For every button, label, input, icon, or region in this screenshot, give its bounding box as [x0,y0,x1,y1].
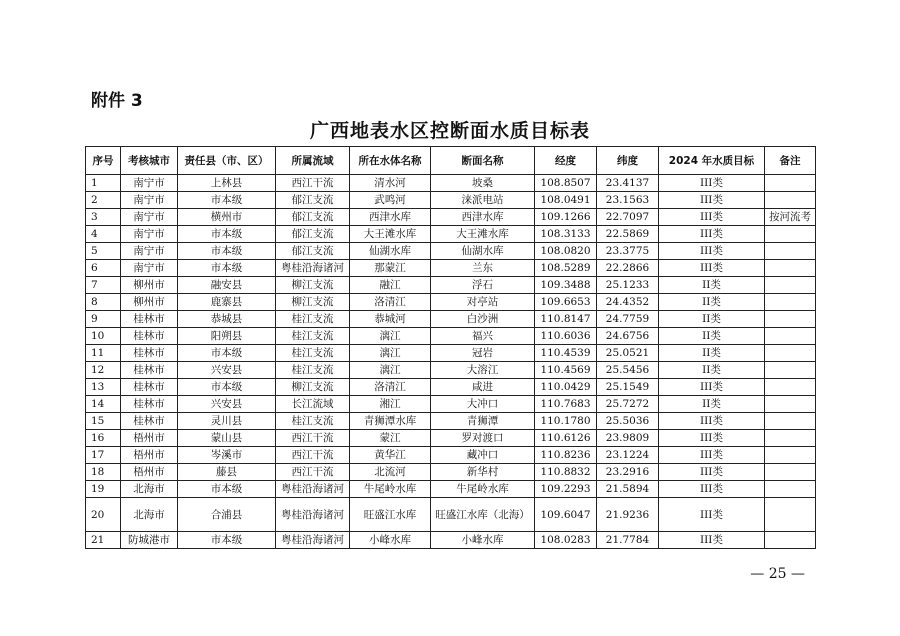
cell-seq: 3 [86,209,121,226]
cell-latitude: 23.3775 [597,243,659,260]
cell-basin: 桂江支流 [276,345,350,362]
table-row [86,481,816,498]
cell-water-body: 青狮潭水库 [350,413,431,430]
cell-seq: 21 [86,532,121,549]
table-row [86,175,816,192]
cell-longitude: 108.3133 [535,226,597,243]
cell-county: 市本级 [178,226,276,243]
cell-county: 兴安县 [178,362,276,379]
cell-section: 西津水库 [431,209,535,226]
cell-city: 桂林市 [121,345,178,362]
cell-water-body: 洛清江 [350,294,431,311]
cell-basin: 粤桂沿海诸河 [276,260,350,277]
cell-longitude: 109.6047 [535,498,597,532]
cell-city: 桂林市 [121,396,178,413]
table-row [86,396,816,413]
cell-target: III类 [659,413,765,430]
cell-basin: 西江干流 [276,430,350,447]
cell-city: 桂林市 [121,311,178,328]
cell-city: 桂林市 [121,328,178,345]
cell-county: 市本级 [178,192,276,209]
table-row [86,498,816,532]
cell-remark [765,464,816,481]
cell-water-body: 漓江 [350,328,431,345]
cell-section: 罗对渡口 [431,430,535,447]
cell-section: 大溶江 [431,362,535,379]
cell-latitude: 24.7759 [597,311,659,328]
cell-longitude: 109.2293 [535,481,597,498]
header-section: 断面名称 [431,147,535,175]
cell-latitude: 24.4352 [597,294,659,311]
cell-target: III类 [659,464,765,481]
cell-basin: 桂江支流 [276,413,350,430]
cell-target: III类 [659,430,765,447]
header-county: 责任县（市、区） [178,147,276,175]
cell-longitude: 110.6036 [535,328,597,345]
cell-longitude: 110.0429 [535,379,597,396]
cell-section: 大冲口 [431,396,535,413]
cell-city: 南宁市 [121,243,178,260]
cell-seq: 7 [86,277,121,294]
header-water-body: 所在水体名称 [350,147,431,175]
cell-latitude: 21.9236 [597,498,659,532]
page-number: — 25 — [750,566,805,582]
cell-section: 青狮潭 [431,413,535,430]
cell-basin: 桂江支流 [276,311,350,328]
table-row [86,243,816,260]
cell-remark [765,294,816,311]
cell-latitude: 25.1549 [597,379,659,396]
table-body [86,175,816,549]
cell-section: 兰东 [431,260,535,277]
cell-seq: 13 [86,379,121,396]
cell-water-body: 武鸣河 [350,192,431,209]
cell-latitude: 23.4137 [597,175,659,192]
cell-longitude: 108.0283 [535,532,597,549]
cell-section: 涞派电站 [431,192,535,209]
cell-seq: 2 [86,192,121,209]
cell-target: III类 [659,379,765,396]
cell-target: II类 [659,362,765,379]
table-row [86,362,816,379]
cell-seq: 15 [86,413,121,430]
cell-longitude: 109.6653 [535,294,597,311]
cell-target: II类 [659,277,765,294]
cell-latitude: 24.6756 [597,328,659,345]
cell-latitude: 23.1224 [597,447,659,464]
cell-remark [765,311,816,328]
table-row [86,413,816,430]
cell-water-body: 清水河 [350,175,431,192]
cell-city: 北海市 [121,498,178,532]
cell-remark: 按河流考 [765,209,816,226]
cell-city: 北海市 [121,481,178,498]
cell-water-body: 漓江 [350,362,431,379]
cell-latitude: 23.2916 [597,464,659,481]
cell-water-body: 黄华江 [350,447,431,464]
cell-county: 恭城县 [178,311,276,328]
cell-target: III类 [659,209,765,226]
cell-target: III类 [659,481,765,498]
cell-target: III类 [659,447,765,464]
cell-city: 柳州市 [121,277,178,294]
cell-section: 冠岩 [431,345,535,362]
cell-county: 市本级 [178,379,276,396]
header-target: 2024 年水质目标 [659,147,765,175]
cell-remark [765,413,816,430]
cell-seq: 4 [86,226,121,243]
table-row [86,192,816,209]
cell-seq: 20 [86,498,121,532]
cell-county: 市本级 [178,260,276,277]
cell-water-body: 小峰水库 [350,532,431,549]
cell-county: 上林县 [178,175,276,192]
cell-water-body: 西津水库 [350,209,431,226]
cell-seq: 10 [86,328,121,345]
cell-remark [765,362,816,379]
cell-water-body: 洛清江 [350,379,431,396]
cell-latitude: 22.2866 [597,260,659,277]
cell-city: 梧州市 [121,447,178,464]
water-quality-table [85,146,816,549]
table-row [86,447,816,464]
cell-city: 南宁市 [121,192,178,209]
cell-water-body: 湘江 [350,396,431,413]
table-row [86,260,816,277]
cell-target: III类 [659,260,765,277]
cell-longitude: 110.6126 [535,430,597,447]
table-header-row [86,147,816,175]
cell-section: 浮石 [431,277,535,294]
header-latitude: 纬度 [597,147,659,175]
cell-remark [765,481,816,498]
cell-county: 横州市 [178,209,276,226]
cell-basin: 柳江支流 [276,379,350,396]
cell-section: 白沙洲 [431,311,535,328]
cell-seq: 18 [86,464,121,481]
cell-longitude: 108.5289 [535,260,597,277]
table-row [86,532,816,549]
header-seq: 序号 [86,147,121,175]
cell-longitude: 108.8507 [535,175,597,192]
cell-county: 岑溪市 [178,447,276,464]
cell-water-body: 大王滩水库 [350,226,431,243]
cell-seq: 6 [86,260,121,277]
cell-remark [765,345,816,362]
cell-county: 藤县 [178,464,276,481]
cell-county: 兴安县 [178,396,276,413]
cell-seq: 19 [86,481,121,498]
cell-target: III类 [659,192,765,209]
cell-city: 梧州市 [121,464,178,481]
cell-county: 合浦县 [178,498,276,532]
cell-county: 融安县 [178,277,276,294]
cell-latitude: 21.5894 [597,481,659,498]
cell-remark [765,260,816,277]
cell-basin: 西江干流 [276,175,350,192]
cell-target: II类 [659,396,765,413]
cell-latitude: 25.5456 [597,362,659,379]
cell-target: II类 [659,294,765,311]
cell-basin: 郁江支流 [276,192,350,209]
cell-county: 蒙山县 [178,430,276,447]
cell-target: III类 [659,243,765,260]
cell-city: 柳州市 [121,294,178,311]
cell-section: 坡桑 [431,175,535,192]
cell-target: III类 [659,175,765,192]
cell-water-body: 漓江 [350,345,431,362]
cell-city: 南宁市 [121,226,178,243]
cell-longitude: 110.1780 [535,413,597,430]
cell-target: II类 [659,328,765,345]
cell-longitude: 110.8236 [535,447,597,464]
cell-longitude: 108.0491 [535,192,597,209]
cell-remark [765,175,816,192]
cell-latitude: 25.5036 [597,413,659,430]
cell-county: 市本级 [178,345,276,362]
header-city: 考核城市 [121,147,178,175]
header-remark: 备注 [765,147,816,175]
cell-water-body: 那蒙江 [350,260,431,277]
cell-basin: 西江干流 [276,447,350,464]
cell-target: II类 [659,345,765,362]
cell-longitude: 109.3488 [535,277,597,294]
cell-longitude: 110.8147 [535,311,597,328]
cell-section: 仙湖水库 [431,243,535,260]
table-row [86,226,816,243]
cell-remark [765,328,816,345]
cell-water-body: 牛尾岭水库 [350,481,431,498]
header-basin: 所属流域 [276,147,350,175]
table-row [86,464,816,481]
cell-section: 对亭站 [431,294,535,311]
cell-county: 灵川县 [178,413,276,430]
cell-city: 南宁市 [121,175,178,192]
cell-city: 南宁市 [121,209,178,226]
cell-water-body: 北流河 [350,464,431,481]
cell-target: II类 [659,311,765,328]
cell-longitude: 110.4539 [535,345,597,362]
cell-latitude: 23.1563 [597,192,659,209]
cell-basin: 郁江支流 [276,243,350,260]
cell-remark [765,430,816,447]
cell-city: 梧州市 [121,430,178,447]
cell-seq: 16 [86,430,121,447]
table-row [86,345,816,362]
cell-basin: 粤桂沿海诸河 [276,498,350,532]
cell-city: 南宁市 [121,260,178,277]
cell-longitude: 110.4569 [535,362,597,379]
table-row [86,277,816,294]
cell-seq: 1 [86,175,121,192]
cell-remark [765,277,816,294]
cell-water-body: 仙湖水库 [350,243,431,260]
cell-latitude: 23.9809 [597,430,659,447]
cell-seq: 17 [86,447,121,464]
cell-remark [765,396,816,413]
cell-county: 市本级 [178,532,276,549]
table-row [86,209,816,226]
cell-section: 大王滩水库 [431,226,535,243]
cell-remark [765,243,816,260]
cell-water-body: 恭城河 [350,311,431,328]
cell-basin: 柳江支流 [276,294,350,311]
table-row [86,379,816,396]
cell-longitude: 109.1266 [535,209,597,226]
cell-basin: 粤桂沿海诸河 [276,481,350,498]
cell-city: 防城港市 [121,532,178,549]
cell-section: 福兴 [431,328,535,345]
cell-section: 藏冲口 [431,447,535,464]
cell-basin: 郁江支流 [276,209,350,226]
cell-section: 小峰水库 [431,532,535,549]
cell-target: III类 [659,226,765,243]
cell-seq: 9 [86,311,121,328]
cell-county: 鹿寨县 [178,294,276,311]
cell-section: 咸进 [431,379,535,396]
cell-basin: 桂江支流 [276,328,350,345]
cell-remark [765,447,816,464]
cell-basin: 粤桂沿海诸河 [276,532,350,549]
cell-longitude: 110.8832 [535,464,597,481]
cell-city: 桂林市 [121,362,178,379]
cell-section: 牛尾岭水库 [431,481,535,498]
cell-seq: 5 [86,243,121,260]
cell-target: III类 [659,498,765,532]
cell-county: 阳朔县 [178,328,276,345]
table-row [86,430,816,447]
table-row [86,328,816,345]
cell-basin: 桂江支流 [276,362,350,379]
header-longitude: 经度 [535,147,597,175]
page-title: 广西地表水区控断面水质目标表 [309,120,590,142]
cell-target: III类 [659,532,765,549]
cell-remark [765,379,816,396]
cell-city: 桂林市 [121,413,178,430]
cell-basin: 长江流域 [276,396,350,413]
cell-seq: 12 [86,362,121,379]
cell-water-body: 旺盛江水库 [350,498,431,532]
cell-water-body: 蒙江 [350,430,431,447]
cell-remark [765,532,816,549]
cell-remark [765,226,816,243]
cell-section: 旺盛江水库（北海） [431,498,535,532]
cell-latitude: 22.5869 [597,226,659,243]
table-row [86,294,816,311]
cell-latitude: 22.7097 [597,209,659,226]
cell-seq: 14 [86,396,121,413]
attachment-label: 附件 3 [91,91,143,111]
cell-latitude: 25.1233 [597,277,659,294]
cell-city: 桂林市 [121,379,178,396]
cell-section: 新华村 [431,464,535,481]
cell-latitude: 25.7272 [597,396,659,413]
cell-county: 市本级 [178,243,276,260]
cell-remark [765,498,816,532]
cell-basin: 郁江支流 [276,226,350,243]
table-row [86,311,816,328]
cell-basin: 柳江支流 [276,277,350,294]
cell-county: 市本级 [178,481,276,498]
cell-basin: 西江干流 [276,464,350,481]
cell-longitude: 110.7683 [535,396,597,413]
cell-remark [765,192,816,209]
cell-latitude: 21.7784 [597,532,659,549]
cell-seq: 11 [86,345,121,362]
cell-latitude: 25.0521 [597,345,659,362]
cell-seq: 8 [86,294,121,311]
cell-longitude: 108.0820 [535,243,597,260]
cell-water-body: 融江 [350,277,431,294]
